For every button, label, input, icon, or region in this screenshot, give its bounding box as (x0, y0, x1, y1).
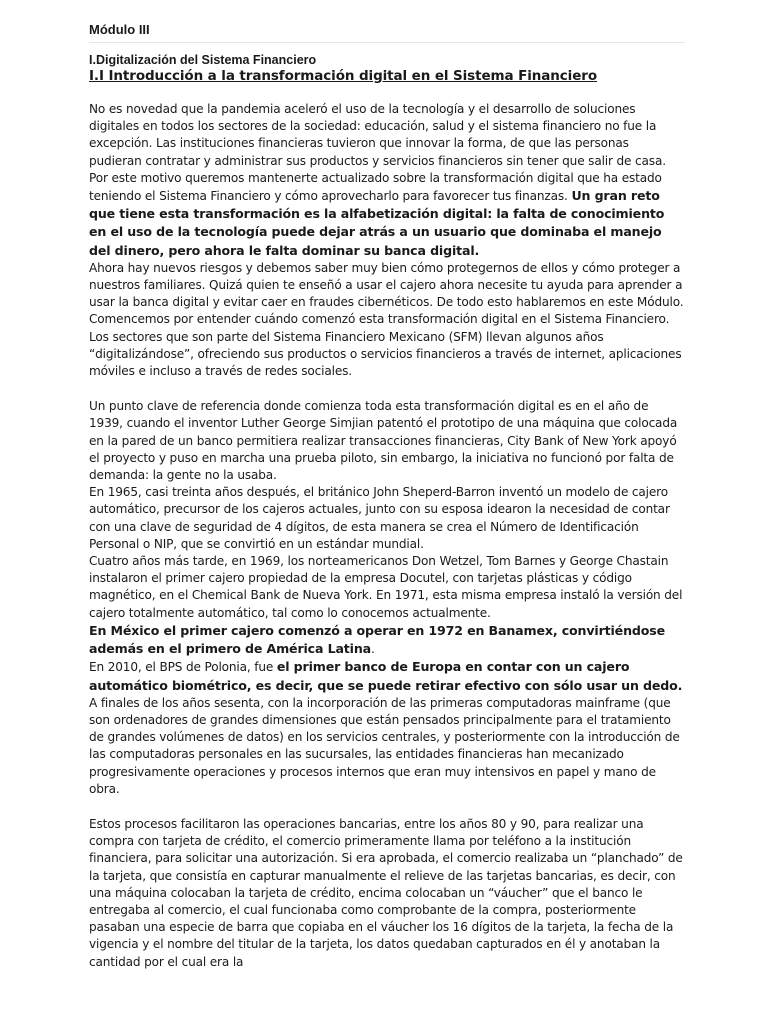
module-title: Módulo III (89, 22, 685, 43)
document-page (89, 22, 685, 971)
paragraph: Comencemos por entender cuándo comenzó esta transformación digital en el Sistema Financiero. (89, 312, 670, 327)
paragraph: En 1965, casi treinta años después, el británico John Sheperd-Barron inventó un modelo de cajero automático, precursor de los cajeros actuales, junto con su esposa idearon la necesidad de contar con una clave de seguridad de 4 dígitos, de esta manera se crea el Número de Identificación Personal o NIP, que se convirtió en un estándar mundial. (89, 485, 670, 551)
paragraph: Cuatro años más tarde, en 1969, los norteamericanos Don Wetzel, Tom Barnes y George Chastain instalaron el primer cajero propiedad de la empresa Docutel, con tarjetas plásticas y código magnético, en el Chemical Bank de Nueva York. En 1971, esta misma empresa instaló la versión del cajero totalmente automático, tal como lo conocemos actualmente. (89, 554, 683, 620)
paragraph: Un punto clave de referencia donde comienza toda esta transformación digital es en el año de 1939, cuando el inventor Luther George Simjian patentó el prototipo de una máquina que colocada en la pared de un banco permitiera realizar transacciones financieras, City Bank of New York apoyó el proyecto y puso en marcha una prueba piloto, sin embargo, la iniciativa no funcionó por falta de demanda: la gente no la usaba. (89, 399, 678, 483)
section-title: I.Digitalización del Sistema Financiero (89, 53, 317, 67)
paragraph: A finales de los años sesenta, con la incorporación de las primeras computadoras mainframe (que son ordenadores de grandes dimensiones que están pensados principalmente para el tratamiento de grandes volúmenes de datos) en los servicios centrales, y posteriormente con la introducción de las computadoras personales en las sucursales, las entidades financieras han mecanizado progresivamente operaciones y procesos internos que eran muy intensivos en papel y mano de obra. (89, 695, 680, 796)
paragraph: No es novedad que la pandemia aceleró el uso de la tecnología y el desarrollo de soluciones digitales en todos los sectores de la sociedad: educación, salud y el sistema financiero no fue la excepción. Las instituciones financieras tuvieron que innovar la forma, de que las personas pudieran contratar y administrar sus productos y servicios financieros sin tener que salir de casa. (89, 102, 666, 168)
document-body (89, 101, 685, 971)
paragraph-text: Por este motivo queremos mantenerte actualizado sobre la transformación digital que ha estado teniendo el Sistema Financiero y cómo aprovecharlo para favorecer tus finanzas. (89, 170, 662, 204)
paragraph (89, 658, 685, 694)
paragraph (89, 622, 685, 658)
paragraph: Los sectores que son parte del Sistema Financiero Mexicano (SFM) llevan algunos años “digitalizándose”, ofreciendo sus productos o servicios financieros a través de internet, aplicaciones móviles e incluso a través de redes sociales. (89, 329, 682, 379)
paragraph-gap (89, 798, 685, 816)
paragraph-emphasis: el primer banco de Europa en contar con un cajero automático biométrico, es decir, que se puede retirar efectivo con sólo usar un dedo. (89, 659, 683, 693)
paragraph-emphasis: Un gran reto que tiene esta transformación es la alfabetización digital: la falta de conocimiento en el uso de la tecnología puede dejar atrás a un usuario que dominaba el manejo del dinero, pero ahora le falta dominar su banca digital. (89, 188, 665, 258)
paragraph-emphasis: En México el primer cajero comenzó a operar en 1972 en Banamex, convirtiéndose además en el primero de América Latina (89, 622, 665, 657)
subsection-title: I.I Introducción a la transformación digital en el Sistema Financiero (89, 68, 597, 84)
paragraph (89, 170, 685, 260)
paragraph: Ahora hay nuevos riesgos y debemos saber muy bien cómo protegernos de ellos y cómo proteger a nuestros familiares. Quizá quien te enseñó a usar el cajero ahora necesite tu ayuda para aprender a usar la banca digital y evitar caer en fraudes cibernéticos. De todo esto hablaremos en este Módulo. (89, 260, 684, 310)
paragraph-text: En 2010, el BPS de Polonia, fue (89, 660, 277, 675)
paragraph: Estos procesos facilitaron las operaciones bancarias, entre los años 80 y 90, para realizar una compra con tarjeta de crédito, el comercio primeramente llama por teléfono a la institución financiera, para solicitar una autorización. Si era aprobada, el comercio realizaba un “planchado” de la tarjeta, que consistía en capturar manualmente el relieve de las tarjetas bancarias, es decir, con una máquina colocaban la tarjeta de crédito, encima colocaban un “váucher” que el banco le entregaba al comercio, el cual funcionaba como comprobante de la compra, posteriormente pasaban una especie de barra que copiaba en el váucher los 16 dígitos de la tarjeta, la fecha de la vigencia y el nombre del titular de la tarjeta, los datos quedaban capturados en él y anotaban la cantidad por el cual era la (89, 816, 683, 969)
paragraph-gap (89, 380, 685, 398)
paragraph-text: . (371, 642, 375, 657)
